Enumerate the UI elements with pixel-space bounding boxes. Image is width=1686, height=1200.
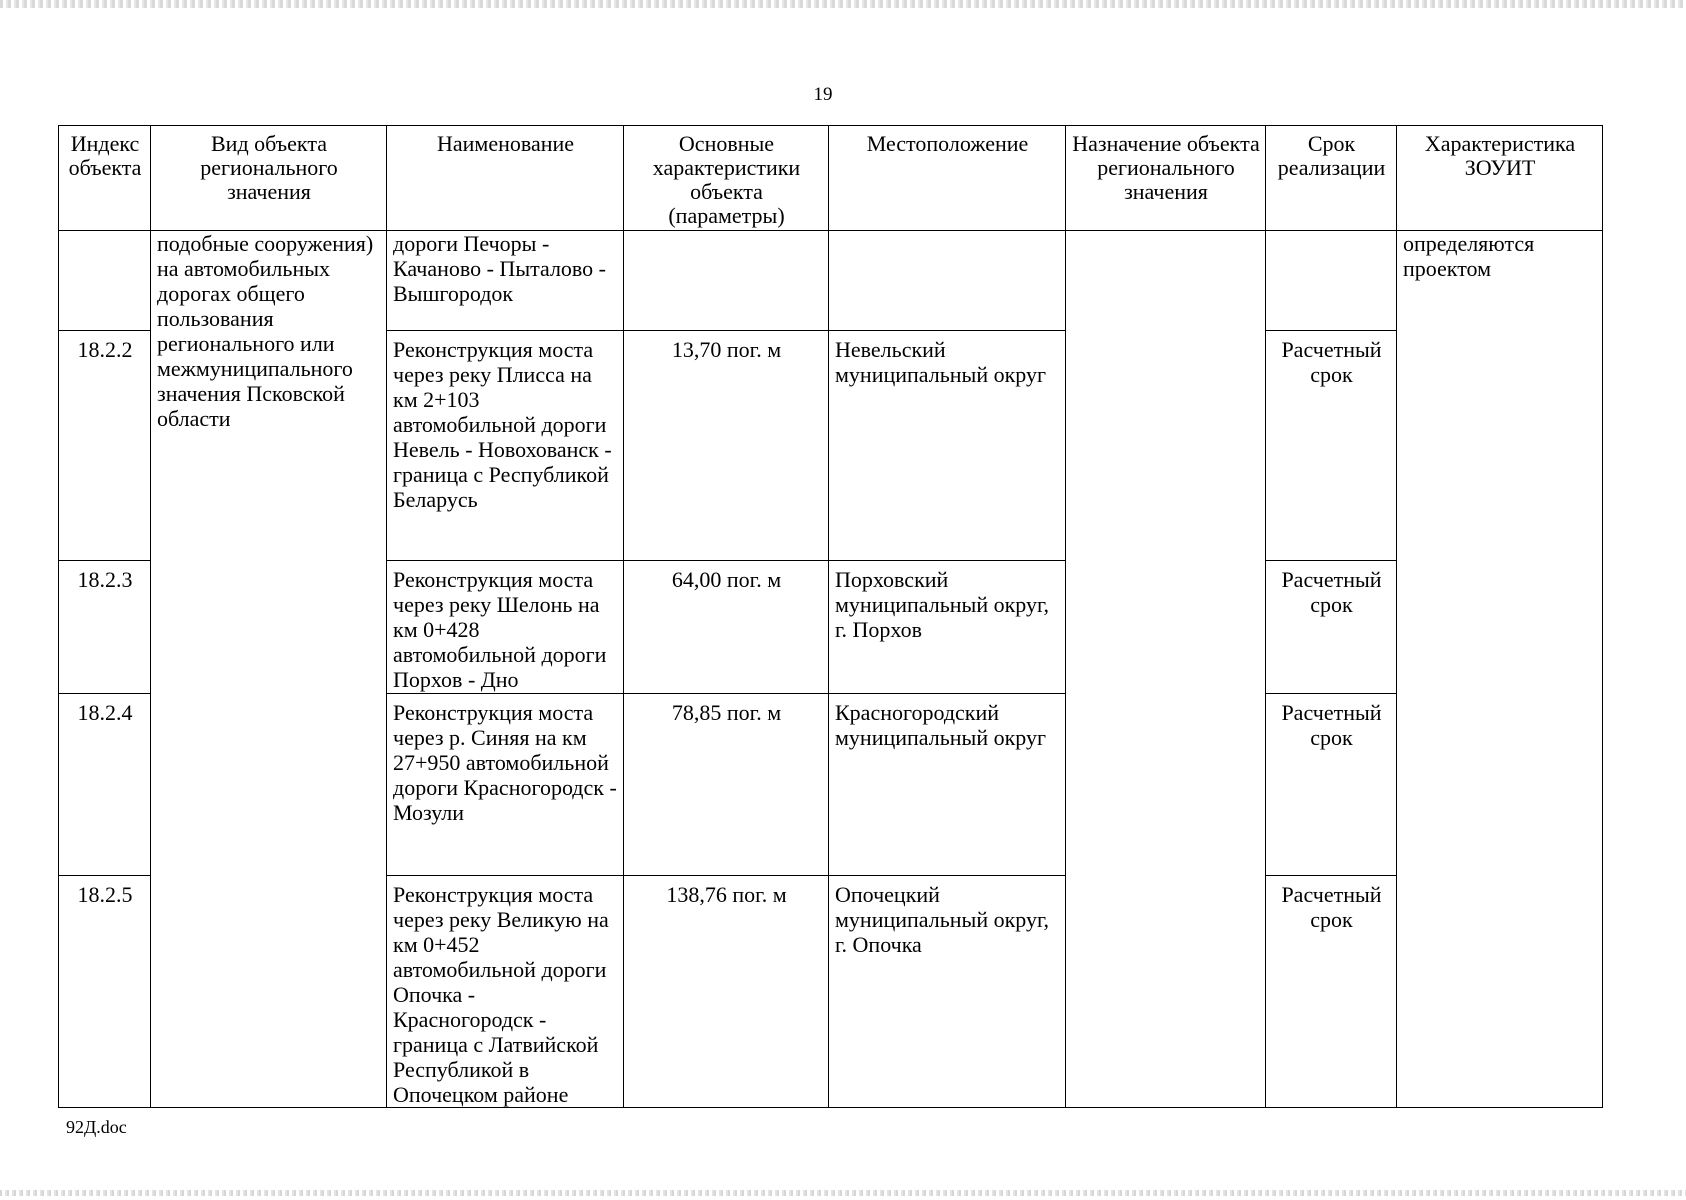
header-index: Индекс объекта	[59, 126, 151, 231]
cell-params: 13,70 пог. м	[624, 331, 829, 561]
cell-name: Реконструкция моста через реку Шелонь на км 0+428 автомобильной дороги Порхов - Дно	[387, 561, 624, 694]
cell-location: Невельский муниципальный округ	[829, 331, 1066, 561]
objects-table	[58, 125, 1603, 1108]
cell-params: 64,00 пог. м	[624, 561, 829, 694]
cell-params: 78,85 пог. м	[624, 694, 829, 876]
cell-index: 18.2.4	[59, 694, 151, 876]
page-number: 19	[813, 84, 833, 105]
cell-purpose	[1066, 231, 1266, 1108]
cell-term	[1266, 231, 1397, 331]
header-object-type: Вид объекта регионального значения	[151, 126, 387, 231]
cell-params: 138,76 пог. м	[624, 876, 829, 1108]
header-name: Наименование	[387, 126, 624, 231]
header-params: Основные характеристики объекта (параметры)	[624, 126, 829, 231]
cell-location: Опочецкий муниципальный округ, г. Опочка	[829, 876, 1066, 1108]
cell-term: Расчетный срок	[1266, 694, 1397, 876]
cell-location: Красногородский муниципальный округ	[829, 694, 1066, 876]
cell-name: Реконструкция моста через р. Синяя на км 27+950 автомобильной дороги Красногородск - Мозули	[387, 694, 624, 876]
header-zouit: Характеристика ЗОУИТ	[1397, 126, 1603, 231]
cell-name: дороги Печоры - Качаново - Пыталово - Вышгородок	[387, 231, 624, 331]
cell-name: Реконструкция моста через реку Плисса на км 2+103 автомобильной дороги Невель - Новохованск - граница с Республикой Беларусь	[387, 331, 624, 561]
cell-params	[624, 231, 829, 331]
cell-term: Расчетный срок	[1266, 876, 1397, 1108]
cell-term: Расчетный срок	[1266, 561, 1397, 694]
scan-edge-bottom	[0, 1190, 1686, 1196]
header-term: Срок реализации	[1266, 126, 1397, 231]
scan-edge-top	[0, 0, 1686, 8]
cell-name: Реконструкция моста через реку Великую на км 0+452 автомобильной дороги Опочка - Красногородск - граница с Латвийской Республикой в Опочецком районе	[387, 876, 624, 1108]
cell-index	[59, 231, 151, 331]
header-purpose: Назначение объекта регионального значения	[1066, 126, 1266, 231]
cell-index: 18.2.3	[59, 561, 151, 694]
cell-index: 18.2.5	[59, 876, 151, 1108]
cell-zouit: определяются проектом	[1397, 231, 1603, 1108]
table-header-row	[59, 126, 1603, 231]
cell-object-type: подобные сооружения) на автомобильных дорогах общего пользования регионального или межмуниципального значения Псковской области	[151, 231, 387, 1108]
table-row	[59, 231, 1603, 331]
cell-location: Порховский муниципальный округ, г. Порхов	[829, 561, 1066, 694]
cell-index: 18.2.2	[59, 331, 151, 561]
header-location: Местоположение	[829, 126, 1066, 231]
cell-term: Расчетный срок	[1266, 331, 1397, 561]
footer-filename: 92Д.doc	[66, 1117, 127, 1137]
cell-location	[829, 231, 1066, 331]
